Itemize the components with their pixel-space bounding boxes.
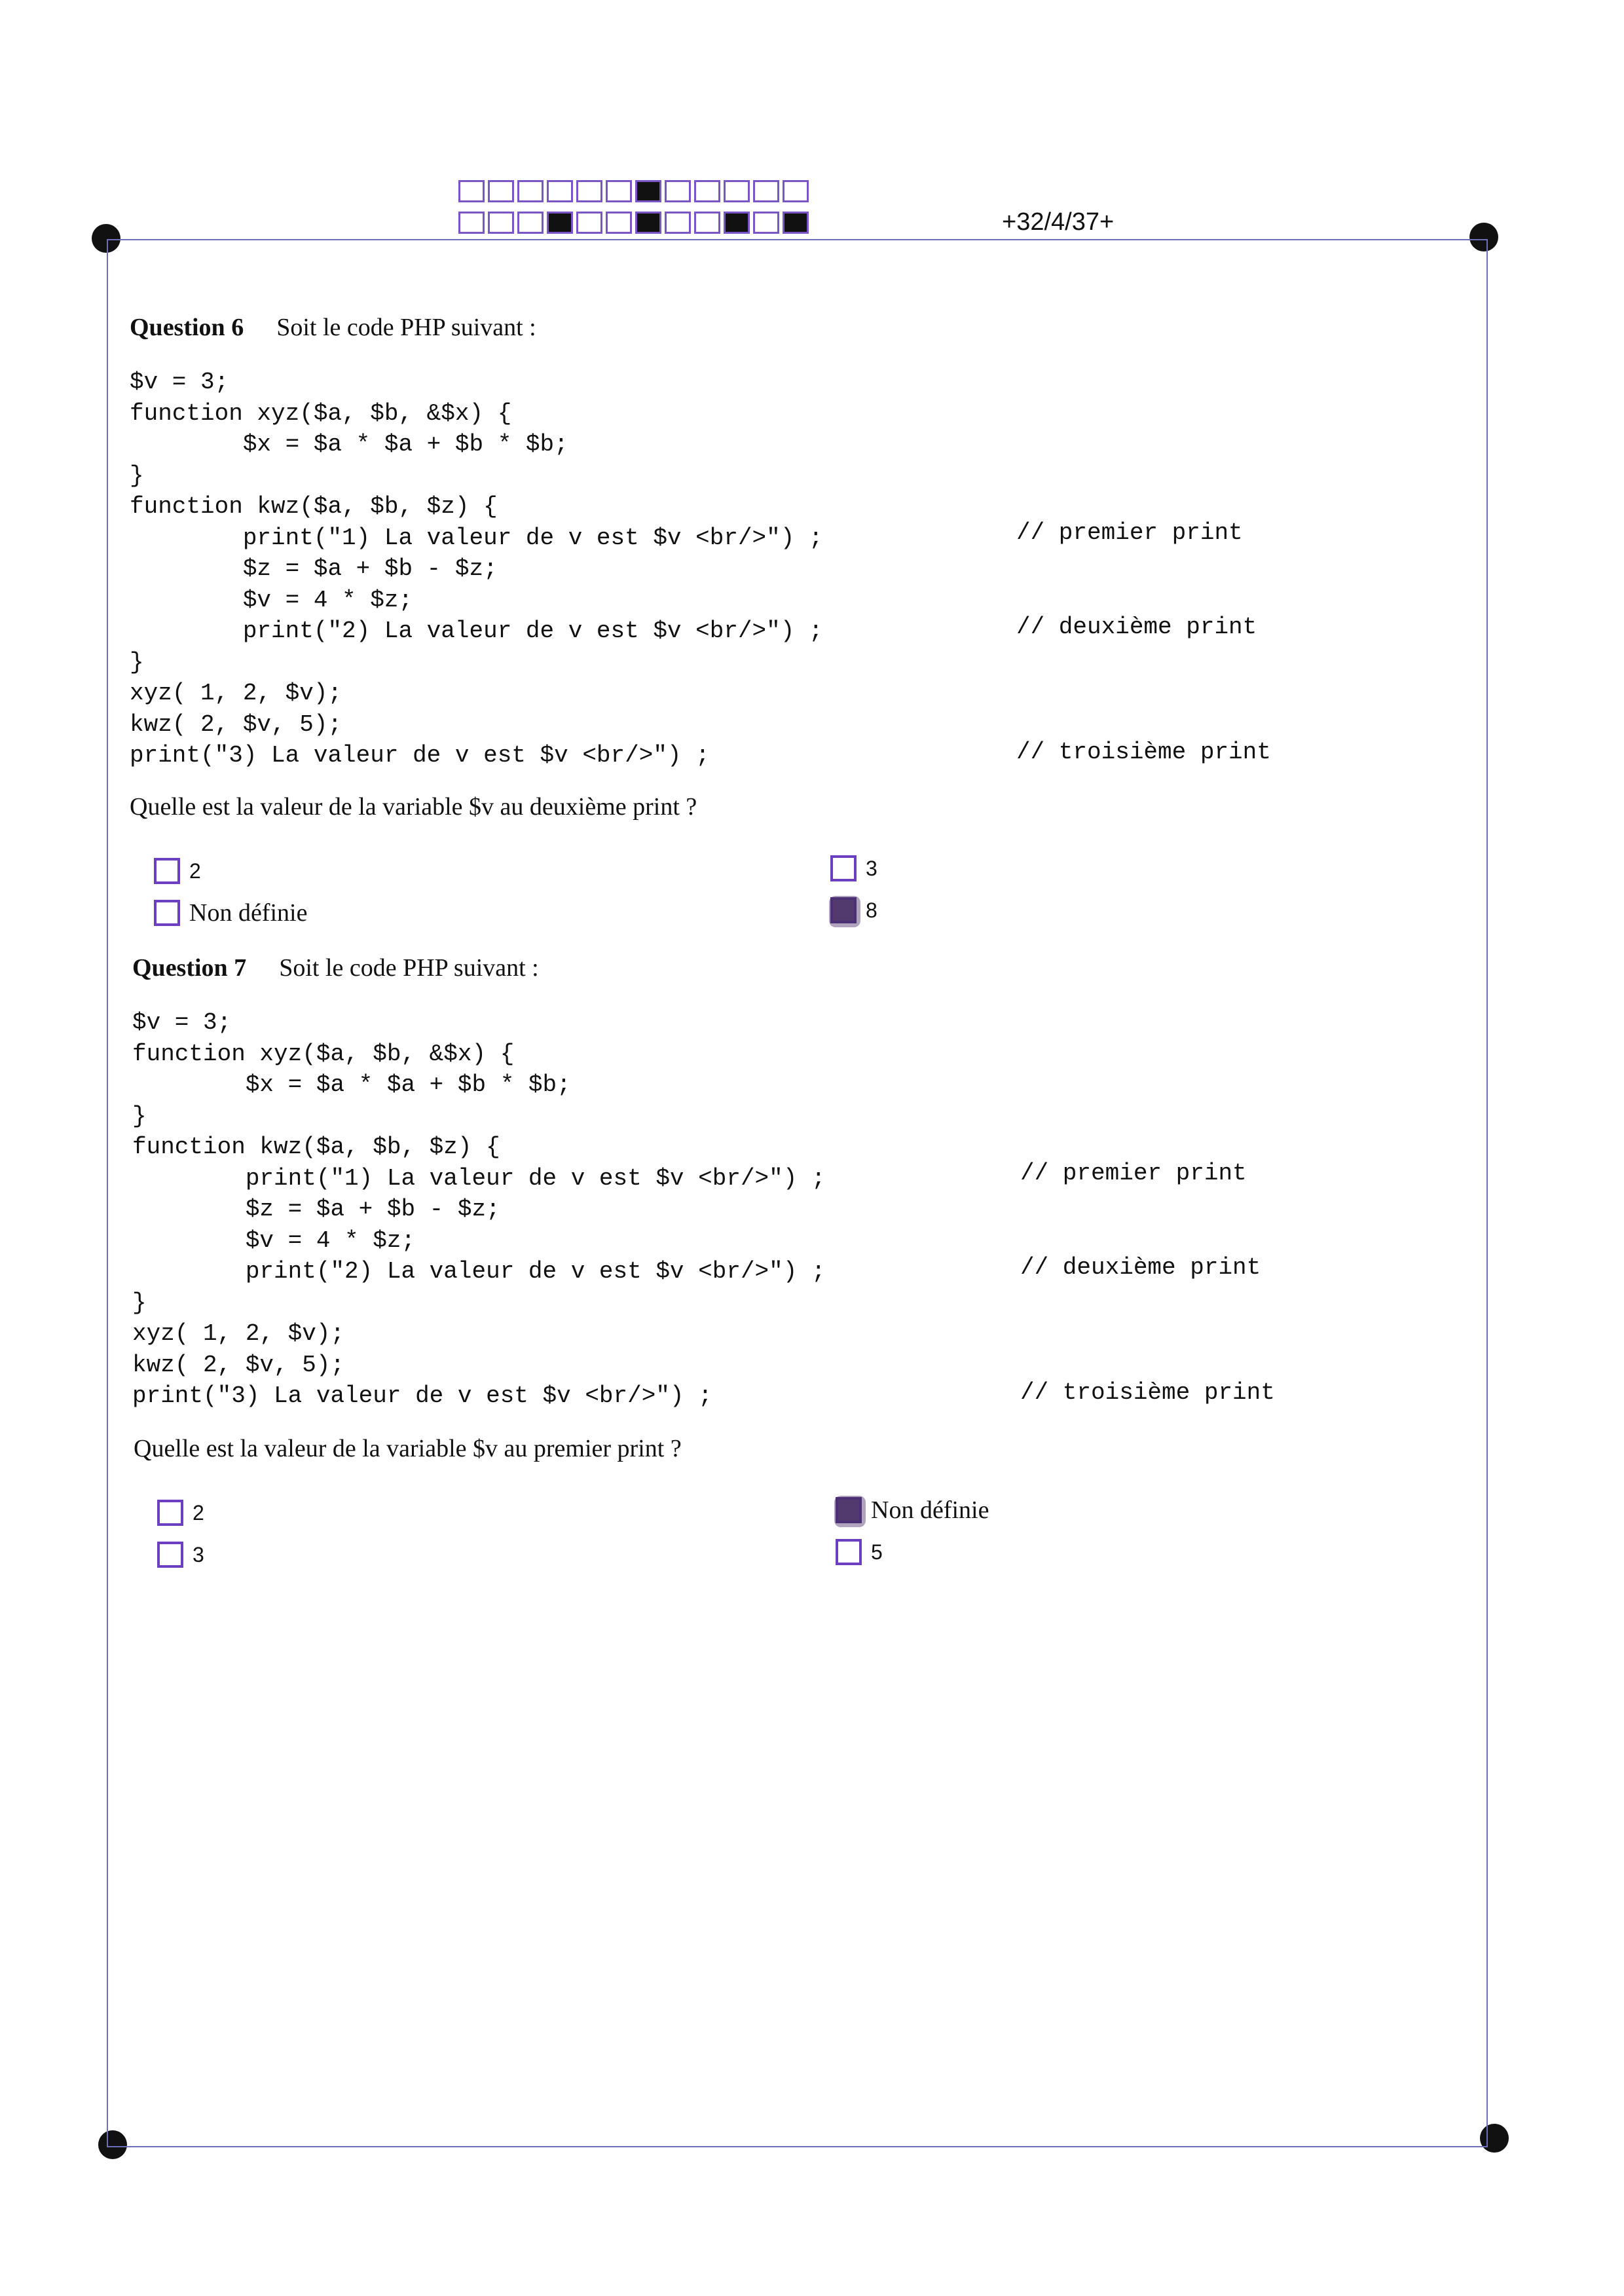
id-box: [783, 212, 809, 234]
id-box: [488, 212, 514, 234]
checkbox[interactable]: [830, 855, 857, 881]
id-box: [753, 212, 779, 234]
id-box: [635, 212, 661, 234]
id-box: [606, 212, 632, 234]
question-7-prompt: Quelle est la valeur de la variable $v au premier print ?: [134, 1435, 682, 1462]
question-7-choice-2[interactable]: 2: [157, 1500, 204, 1526]
id-box: [606, 180, 632, 202]
id-box: [576, 180, 602, 202]
question-7-intro: Soit le code PHP suivant :: [279, 954, 539, 982]
id-box: [458, 180, 485, 202]
id-box: [517, 212, 544, 234]
id-box: [694, 180, 720, 202]
question-7-comment-1: // premier print: [1020, 1160, 1247, 1187]
checkbox[interactable]: [154, 900, 180, 926]
id-box: [724, 212, 750, 234]
checkbox[interactable]: [836, 1539, 862, 1565]
checkbox[interactable]: [157, 1500, 183, 1526]
id-box: [724, 180, 750, 202]
id-box: [635, 180, 661, 202]
id-box: [517, 180, 544, 202]
question-7-comment-2: // deuxième print: [1020, 1254, 1261, 1281]
id-box: [488, 180, 514, 202]
id-box: [783, 180, 809, 202]
question-6-prompt: Quelle est la valeur de la variable $v au deuxième print ?: [130, 793, 697, 821]
question-7-code: $v = 3; function xyz($a, $b, &$x) { $x = $a * $a + $b * $b; } function kwz($a, $b, $z) { print("1) La valeur de v est $v <br/>") ; $z = $a + $b - $z; $v = 4 * $z; print("2) La valeur de v est $v <br/>") ; } xyz( 1, 2, $v); kwz( 2, $v, 5); print("3) La valeur de v est $v <br/>") ;: [132, 1009, 826, 1409]
id-boxes-row-2: [458, 212, 812, 234]
id-box: [694, 212, 720, 234]
question-6-code: $v = 3; function xyz($a, $b, &$x) { $x = $a * $a + $b * $b; } function kwz($a, $b, $z) { print("1) La valeur de v est $v <br/>") ; $z = $a + $b - $z; $v = 4 * $z; print("2) La valeur de v est $v <br/>") ; } xyz( 1, 2, $v); kwz( 2, $v, 5); print("3) La valeur de v est $v <br/>") ;: [130, 369, 823, 769]
id-box: [665, 212, 691, 234]
question-6-intro: Soit le code PHP suivant :: [276, 314, 536, 341]
page-id: +32/4/37+: [1002, 208, 1115, 236]
question-7-comment-3: // troisième print: [1020, 1379, 1275, 1406]
id-boxes-row-1: [458, 180, 812, 202]
question-7-choice-non-definie[interactable]: Non définie: [836, 1496, 989, 1525]
id-box: [458, 212, 485, 234]
question-6-choice-3[interactable]: 3: [830, 855, 877, 881]
id-box: [665, 180, 691, 202]
question-6-title: Question 6: [130, 314, 244, 341]
question-6-choice-8[interactable]: 8: [830, 897, 877, 923]
question-7-choice-3[interactable]: 3: [157, 1542, 204, 1568]
checkbox[interactable]: [157, 1542, 183, 1568]
question-6-comment-1: // premier print: [1016, 519, 1243, 546]
question-7-title: Question 7: [132, 954, 247, 982]
question-6-heading: [130, 313, 536, 342]
checkbox-checked[interactable]: [830, 897, 857, 923]
question-6-comment-3: // troisième print: [1016, 739, 1271, 766]
checkbox[interactable]: [154, 858, 180, 884]
id-box: [753, 180, 779, 202]
question-7-heading: [132, 954, 539, 982]
question-7-choice-5[interactable]: 5: [836, 1539, 883, 1565]
question-6-choice-non-definie[interactable]: Non définie: [154, 898, 307, 927]
id-box: [547, 180, 573, 202]
question-6-choice-2[interactable]: 2: [154, 858, 201, 884]
checkbox-checked[interactable]: [836, 1497, 862, 1523]
id-box: [547, 212, 573, 234]
question-6-comment-2: // deuxième print: [1016, 614, 1257, 640]
id-box: [576, 212, 602, 234]
